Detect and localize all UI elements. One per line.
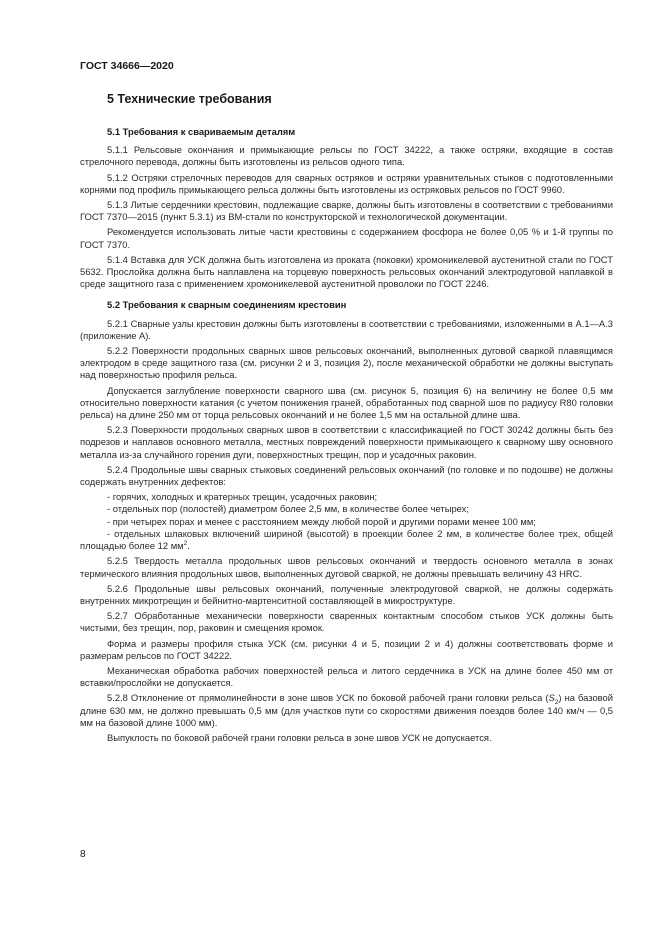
list-item-text: - отдельных шлаковых включений шириной (высотой) в проекции более 2 мм, в количестве более трех, общей площадью более 12 мм	[80, 527, 613, 552]
list-item-slag-inclusions	[80, 528, 613, 552]
superscript-squared: 2	[183, 539, 188, 547]
paragraph-5-2-5: 5.2.5 Твердость металла продольных швов рельсовых окончаний и твердость основного металла в зонах термического влияния продольных швов, выполненных дуговой сваркой, не должны превышать величину 43 HRC.	[80, 555, 613, 579]
paragraph-5-2-1: 5.2.1 Сварные узлы крестовин должны быть изготовлены в соответствии с требованиями, изложенными в А.1—А.3 (приложение А).	[80, 317, 613, 341]
paragraph-5-1-1: 5.1.1 Рельсовые окончания и примыкающие рельсы по ГОСТ 34222, а также остряки, входящие в состав стрелочного перевода, должны быть изготовлены из рельсов одного типа.	[80, 144, 613, 168]
paragraph-profile-shape: Форма и размеры профиля стыка УСК (см. рисунки 4 и 5, позиции 2 и 4) должны соответствовать форме и размерам рельсов по ГОСТ 34222.	[80, 637, 613, 661]
paragraph-5-1-3: 5.1.3 Литые сердечники крестовин, подлежащие сварке, должны быть изготовлены в соответствии с требованиями ГОСТ 7370—2015 (пункт 5.3.1) из ВМ-стали по конструкторской и технологической документации.	[80, 199, 613, 223]
standard-number-header: ГОСТ 34666—2020	[80, 60, 174, 72]
list-item: - при четырех порах и менее с расстоянием между любой порой и другими порами менее 100 мм;	[107, 515, 536, 527]
paragraph-text-start: 5.2.8 Отклонение от прямолинейности в зоне швов УСК по боковой рабочей грани головки рельса (	[107, 692, 549, 704]
paragraph-5-2-3: 5.2.3 Поверхности продольных сварных швов в соответствии с классификацией по ГОСТ 30242 должны быть без подрезов и наплавов основного металла, местных повреждений поверхности примыкающего к сварному шву основного металла из-за случайного горения дуги, поверхностных трещин, пор и усадочных раковин.	[80, 424, 613, 460]
paragraph-5-2-2: 5.2.2 Поверхности продольных сварных швов рельсовых окончаний, выполненных дуговой сваркой плавящимся электродом в среде защитного газа (см. рисунки 2 и 3, позиция 2), после механической обработки не должны выступать над поверхностью профиля рельса.	[80, 345, 613, 381]
document-body	[80, 126, 613, 747]
paragraph-text-end: ) на базовой длине 630 мм, не должно превышать 0,5 мм (для участков пути со скоростями движения поездов более 140 км/ч — 0,5 мм на базовой длине 1000 мм).	[80, 692, 614, 728]
paragraph-machining-limit: Механическая обработка рабочих поверхностей рельса и литого сердечника в УСК на длине более 450 мм от вставки/прослойки не допускается.	[80, 664, 613, 689]
paragraph-convexity: Выпуклость по боковой рабочей грани головки рельса в зоне швов УСК не допускается.	[107, 731, 492, 743]
subsection-title-5-2: 5.2 Требования к сварным соединениям крестовин	[107, 299, 347, 311]
list-item: - горячих, холодных и кратерных трещин, усадочных раковин;	[107, 491, 378, 503]
paragraph-5-2-8	[80, 692, 613, 729]
list-item: - отдельных пор (полостей) диаметром более 2,5 мм, в количестве более четырех;	[107, 503, 469, 515]
paragraph-phosphorus-recommendation: Рекомендуется использовать литые части крестовины с содержанием фосфора не более 0,05 % и 1-й группы по ГОСТ 7370.	[80, 226, 613, 250]
paragraph-5-1-4: 5.1.4 Вставка для УСК должна быть изготовлена из проката (поковки) хромоникелевой аустенитной стали по ГОСТ 5632. Прослойка должна быть наплавлена на торцевую поверхность рельсовых окончаний электродуговой наплавкой в среде защитного газа с применением хромоникелевой аустенитной проволоки по ГОСТ 2246.	[80, 253, 613, 290]
paragraph-weld-recess: Допускается заглубление поверхности сварного шва (см. рисунок 5, позиция 6) на величину не более 0,5 мм относительно поверхности катания (с учетом понижения граней, обработанных под сварной шов по радиусу R80 головки рельса) на длине 250 мм от торца рельсовых окончаний и не более 1,5 мм на остальной длине шва.	[80, 384, 613, 421]
paragraph-5-2-4: 5.2.4 Продольные швы сварных стыковых соединений рельсовых окончаний (по головке и по подошве) не должны содержать внутренних дефектов:	[80, 463, 613, 488]
page-number: 8	[80, 849, 86, 860]
paragraph-5-1-2: 5.1.2 Остряки стрелочных переводов для сварных остряков и остряки уравнительных стыков с подготовленными корнями под профиль примыкающего рельса должны быть изготовлены из остряковых рельсов по ГОСТ 9960.	[80, 171, 613, 195]
paragraph-5-2-6: 5.2.6 Продольные швы рельсовых окончаний, полученные электродуговой сваркой, не должны содержать внутренних микротрещин и бейнитно-мартенситной составляющей в микроструктуре.	[80, 582, 613, 606]
paragraph-5-2-7: 5.2.7 Обработанные механически поверхности сваренных контактным способом стыков УСК должны быть чистыми, без трещин, пор, раковин и смещения кромок.	[80, 610, 613, 634]
subscript-2: 2	[554, 699, 559, 707]
list-item-end: .	[187, 540, 190, 552]
symbol-s: S	[548, 692, 555, 704]
subsection-title-5-1: 5.1 Требования к свариваемым деталям	[107, 126, 296, 137]
section-title: 5 Технические требования	[107, 92, 272, 106]
